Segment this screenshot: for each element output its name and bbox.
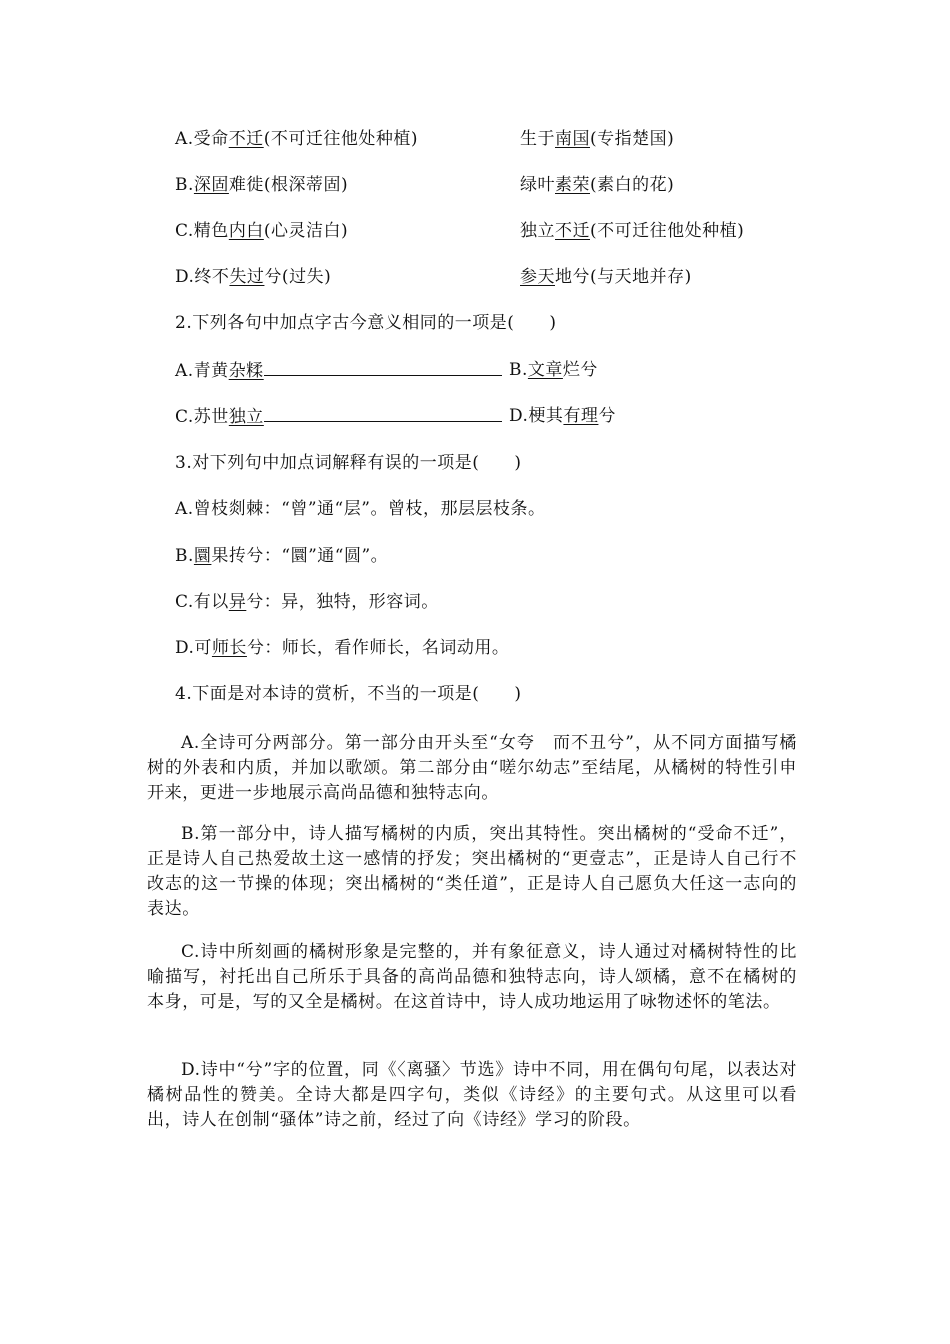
text: A.受命	[175, 129, 229, 149]
q3-option-b	[175, 545, 388, 567]
q1-option-a-right	[520, 128, 674, 150]
q3-stem: 3.对下列句中加点词解释有误的一项是( )	[175, 453, 522, 473]
underlined-word: 异	[228, 592, 247, 612]
text: A.青黄	[175, 361, 229, 381]
q2-option-c	[175, 405, 502, 428]
text: 兮	[598, 406, 616, 426]
text: (不可迁往他处种植)	[263, 129, 418, 149]
text: C.有以	[175, 592, 229, 612]
underlined-word: 深固	[193, 175, 229, 195]
q1-option-c-left	[175, 220, 348, 242]
text: 地兮(与天地并存)	[555, 267, 692, 287]
text: 兮：异，独特，形容词。	[246, 592, 439, 612]
q1-option-b-right	[520, 174, 674, 196]
text: B.	[509, 360, 528, 380]
text: (心灵洁白)	[263, 221, 349, 241]
q4-option-c: C.诗中所刻画的橘树形象是完整的，并有象征意义，诗人通过对橘树特性的比喻描写，衬托出自己所乐于具备的高尚品德和独特志向，诗人颂橘，意不在橘树的本身，可是，写的又全是橘树。在这首诗中，诗人成功地运用了咏物述怀的笔法。	[147, 942, 797, 1012]
underlined-word: 不迁	[228, 129, 264, 149]
q4-option-a: A.全诗可分两部分。第一部分由开头至“女夸 而不丑兮”，从不同方面描写橘树的外表和内质，并加以歌颂。第二部分由“嗟尔幼志”至结尾，从橘树的特性引申开来，更进一步地展示高尚品德和独特志向。	[147, 733, 797, 803]
text: (素白的花)	[590, 175, 675, 195]
q4-option-b: B.第一部分中，诗人描写橘树的内质，突出其特性。突出橘树的“受命不迁”，正是诗人自己热爱故土这一感情的抒发；突出橘树的“更壹志”，正是诗人自己行不改志的这一节操的体现；突出橘树的“类任道”，正是诗人自己愿负大任这一志向的表达。	[147, 824, 797, 919]
underlined-word: 独立	[228, 407, 264, 427]
underlined-word: 素荣	[555, 175, 590, 195]
q4-option-d: D.诗中“兮”字的位置，同《〈离骚〉节选》诗中不同，用在偶句句尾，以表达对橘树品性的赞美。全诗大都是四字句，类似《诗经》的主要句式。从这里可以看出，诗人在创制“骚体”诗之前，经过了向《诗经》学习的阶段。	[147, 1060, 797, 1130]
text: 难徙(根深蒂固)	[228, 175, 349, 195]
answer-blank-line	[264, 405, 502, 422]
q2-option-b	[509, 359, 598, 381]
underlined-word: 有理	[563, 406, 599, 426]
q4-stem: 4.下面是对本诗的赏析，不当的一项是( )	[175, 684, 522, 704]
text: B.	[175, 175, 194, 195]
text: 独立	[520, 221, 555, 241]
text: 绿叶	[520, 175, 555, 195]
text: (专指楚国)	[590, 129, 675, 149]
underlined-word: 内白	[228, 221, 264, 241]
text: 烂兮	[562, 360, 598, 380]
q1-option-a-left	[175, 128, 418, 150]
q1-option-b-left	[175, 174, 348, 196]
text: C.精色	[175, 221, 229, 241]
underlined-word: 文章	[527, 360, 563, 380]
q2-option-a	[175, 359, 502, 382]
q1-option-d-left	[175, 266, 331, 288]
text: D.梗其	[509, 406, 564, 426]
q1-option-c-right	[520, 220, 744, 242]
underlined-word: 不迁	[555, 221, 590, 241]
text: 生于	[520, 129, 555, 149]
underlined-word: 失过	[229, 267, 265, 287]
underlined-word: 参天	[520, 267, 555, 287]
q2-stem: 2.下列各句中加点字古今意义相同的一项是( )	[175, 313, 557, 333]
text: (不可迁往他处种植)	[590, 221, 745, 241]
q1-option-d-right	[520, 266, 692, 288]
underlined-word: 师长	[211, 638, 247, 658]
underlined-word: 圜	[193, 546, 212, 566]
q3-option-d	[175, 637, 509, 659]
underlined-word: 南国	[555, 129, 590, 149]
text: 兮(过失)	[264, 267, 332, 287]
q2-option-d	[509, 405, 616, 427]
text: C.苏世	[175, 407, 229, 427]
text: B.	[175, 546, 194, 566]
q3-option-c	[175, 591, 439, 613]
text: 兮：师长，看作师长，名词动用。	[246, 638, 510, 658]
answer-blank-line	[264, 359, 502, 376]
text: D.可	[175, 638, 212, 658]
q3-option-a: A.曾枝剡棘：“曾”通“层”。曾枝，那层层枝条。	[175, 499, 546, 519]
underlined-word: 杂糅	[228, 361, 264, 381]
text: D.终不	[175, 267, 230, 287]
text: 果抟兮：“圜”通“圆”。	[211, 546, 389, 566]
